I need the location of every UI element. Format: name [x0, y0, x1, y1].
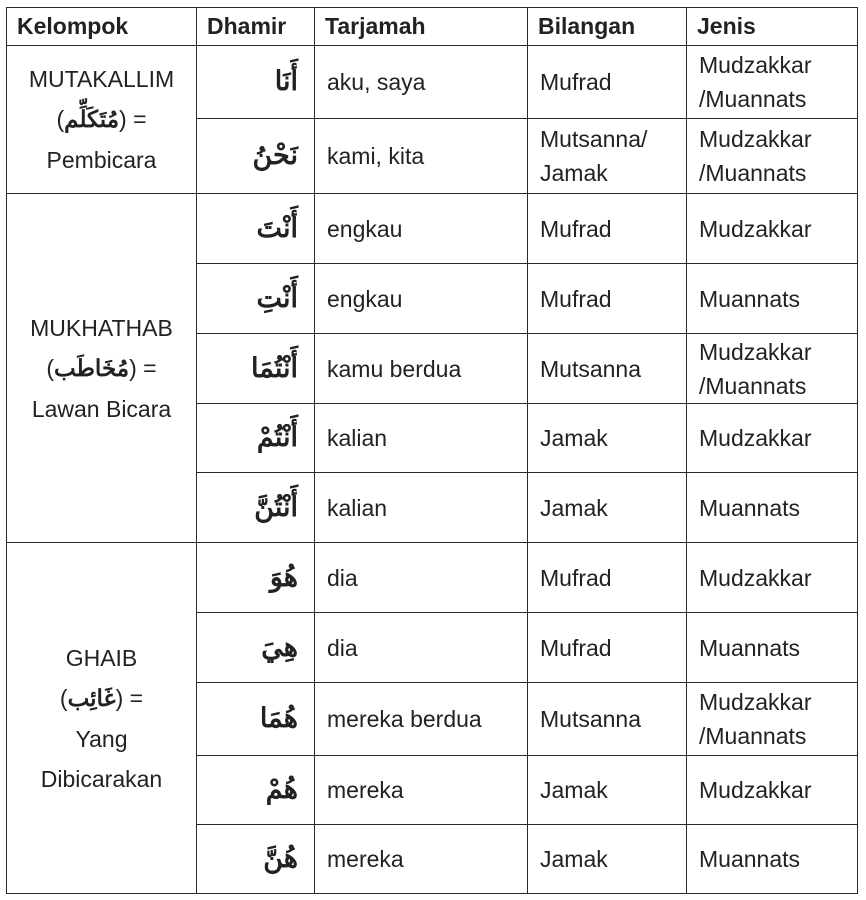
tarjamah-cell: engkau: [315, 194, 528, 264]
dhamir-cell: هِيَ: [197, 613, 315, 683]
dhamir-cell: أَنْتُمَا: [197, 334, 315, 404]
header-dhamir: Dhamir: [197, 8, 315, 46]
bilangan-cell: Jamak: [528, 825, 687, 894]
table-row: [7, 543, 858, 613]
jenis-cell: Mudzakkar: [687, 543, 858, 613]
bilangan-cell: Mutsanna: [528, 334, 687, 404]
jenis-cell: Muannats: [687, 473, 858, 543]
tarjamah-cell: dia: [315, 613, 528, 683]
group-cell-mukhathab: [7, 194, 197, 543]
table-row: [7, 194, 858, 264]
tarjamah-cell: dia: [315, 543, 528, 613]
dhamir-cell: أَنْتُمْ: [197, 404, 315, 473]
bilangan-cell: Jamak: [528, 756, 687, 825]
jenis-cell: Mudzakkar /Muannats: [687, 683, 858, 756]
tarjamah-cell: kamu berdua: [315, 334, 528, 404]
jenis-cell: Mudzakkar: [687, 194, 858, 264]
jenis-cell: Mudzakkar /Muannats: [687, 119, 858, 194]
bilangan-cell: Jamak: [528, 404, 687, 473]
bilangan-cell: Mufrad: [528, 543, 687, 613]
bilangan-cell: Mutsanna: [528, 683, 687, 756]
tarjamah-cell: kami, kita: [315, 119, 528, 194]
dhamir-cell: أَنْتَ: [197, 194, 315, 264]
jenis-cell: Muannats: [687, 825, 858, 894]
dhamir-cell: هُمَا: [197, 683, 315, 756]
group-name: MUKHATHAB: [30, 314, 173, 341]
tarjamah-cell: mereka berdua: [315, 683, 528, 756]
table-row: [7, 46, 858, 119]
dhamir-table-wrapper: [6, 7, 858, 894]
group-arabic-line: (غَائِب) =: [59, 684, 144, 712]
tarjamah-cell: kalian: [315, 404, 528, 473]
header-row: [7, 8, 858, 46]
header-jenis: Jenis: [687, 8, 858, 46]
tarjamah-cell: aku, saya: [315, 46, 528, 119]
bilangan-cell: Jamak: [528, 473, 687, 543]
tarjamah-cell: mereka: [315, 825, 528, 894]
group-meaning: Lawan Bicara: [31, 395, 172, 422]
dhamir-cell: أَنَا: [197, 46, 315, 119]
dhamir-cell: نَحْنُ: [197, 119, 315, 194]
group-arabic-term: مُخَاطَب: [54, 354, 130, 382]
bilangan-cell: Mufrad: [528, 613, 687, 683]
header-tarjamah: Tarjamah: [315, 8, 528, 46]
group-name: MUTAKALLIM: [28, 66, 175, 92]
group-arabic-line: (مُخَاطَب) =: [46, 354, 157, 382]
header-kelompok: Kelompok: [7, 8, 197, 46]
group-cell-ghaib: [7, 543, 197, 894]
tarjamah-cell: mereka: [315, 756, 528, 825]
group-name: GHAIB: [65, 644, 138, 671]
bilangan-cell: Mufrad: [528, 46, 687, 119]
jenis-cell: Muannats: [687, 613, 858, 683]
jenis-cell: Mudzakkar: [687, 404, 858, 473]
tarjamah-cell: engkau: [315, 264, 528, 334]
dhamir-cell: أَنْتُنَّ: [197, 473, 315, 543]
group-arabic-term: غَائِب: [67, 684, 116, 712]
group-meaning-line2: Dibicarakan: [40, 765, 163, 792]
header-bilangan: Bilangan: [528, 8, 687, 46]
dhamir-table: [6, 7, 858, 894]
group-meaning-line1: Yang: [75, 725, 128, 752]
group-arabic-line: (مُتَكَلِّم) =: [56, 106, 147, 133]
jenis-cell: Muannats: [687, 264, 858, 334]
dhamir-cell: هُمْ: [197, 756, 315, 825]
group-arabic-term: مُتَكَلِّم: [64, 106, 120, 133]
dhamir-cell: هُوَ: [197, 543, 315, 613]
jenis-cell: Mudzakkar /Muannats: [687, 334, 858, 404]
dhamir-cell: هُنَّ: [197, 825, 315, 894]
jenis-cell: Mudzakkar: [687, 756, 858, 825]
bilangan-cell: Mufrad: [528, 264, 687, 334]
group-meaning: Pembicara: [46, 147, 157, 173]
bilangan-cell: Mufrad: [528, 194, 687, 264]
dhamir-cell: أَنْتِ: [197, 264, 315, 334]
jenis-cell: Mudzakkar /Muannats: [687, 46, 858, 119]
bilangan-cell: Mutsanna/ Jamak: [528, 119, 687, 194]
tarjamah-cell: kalian: [315, 473, 528, 543]
group-cell-mutakallim: [7, 46, 197, 194]
